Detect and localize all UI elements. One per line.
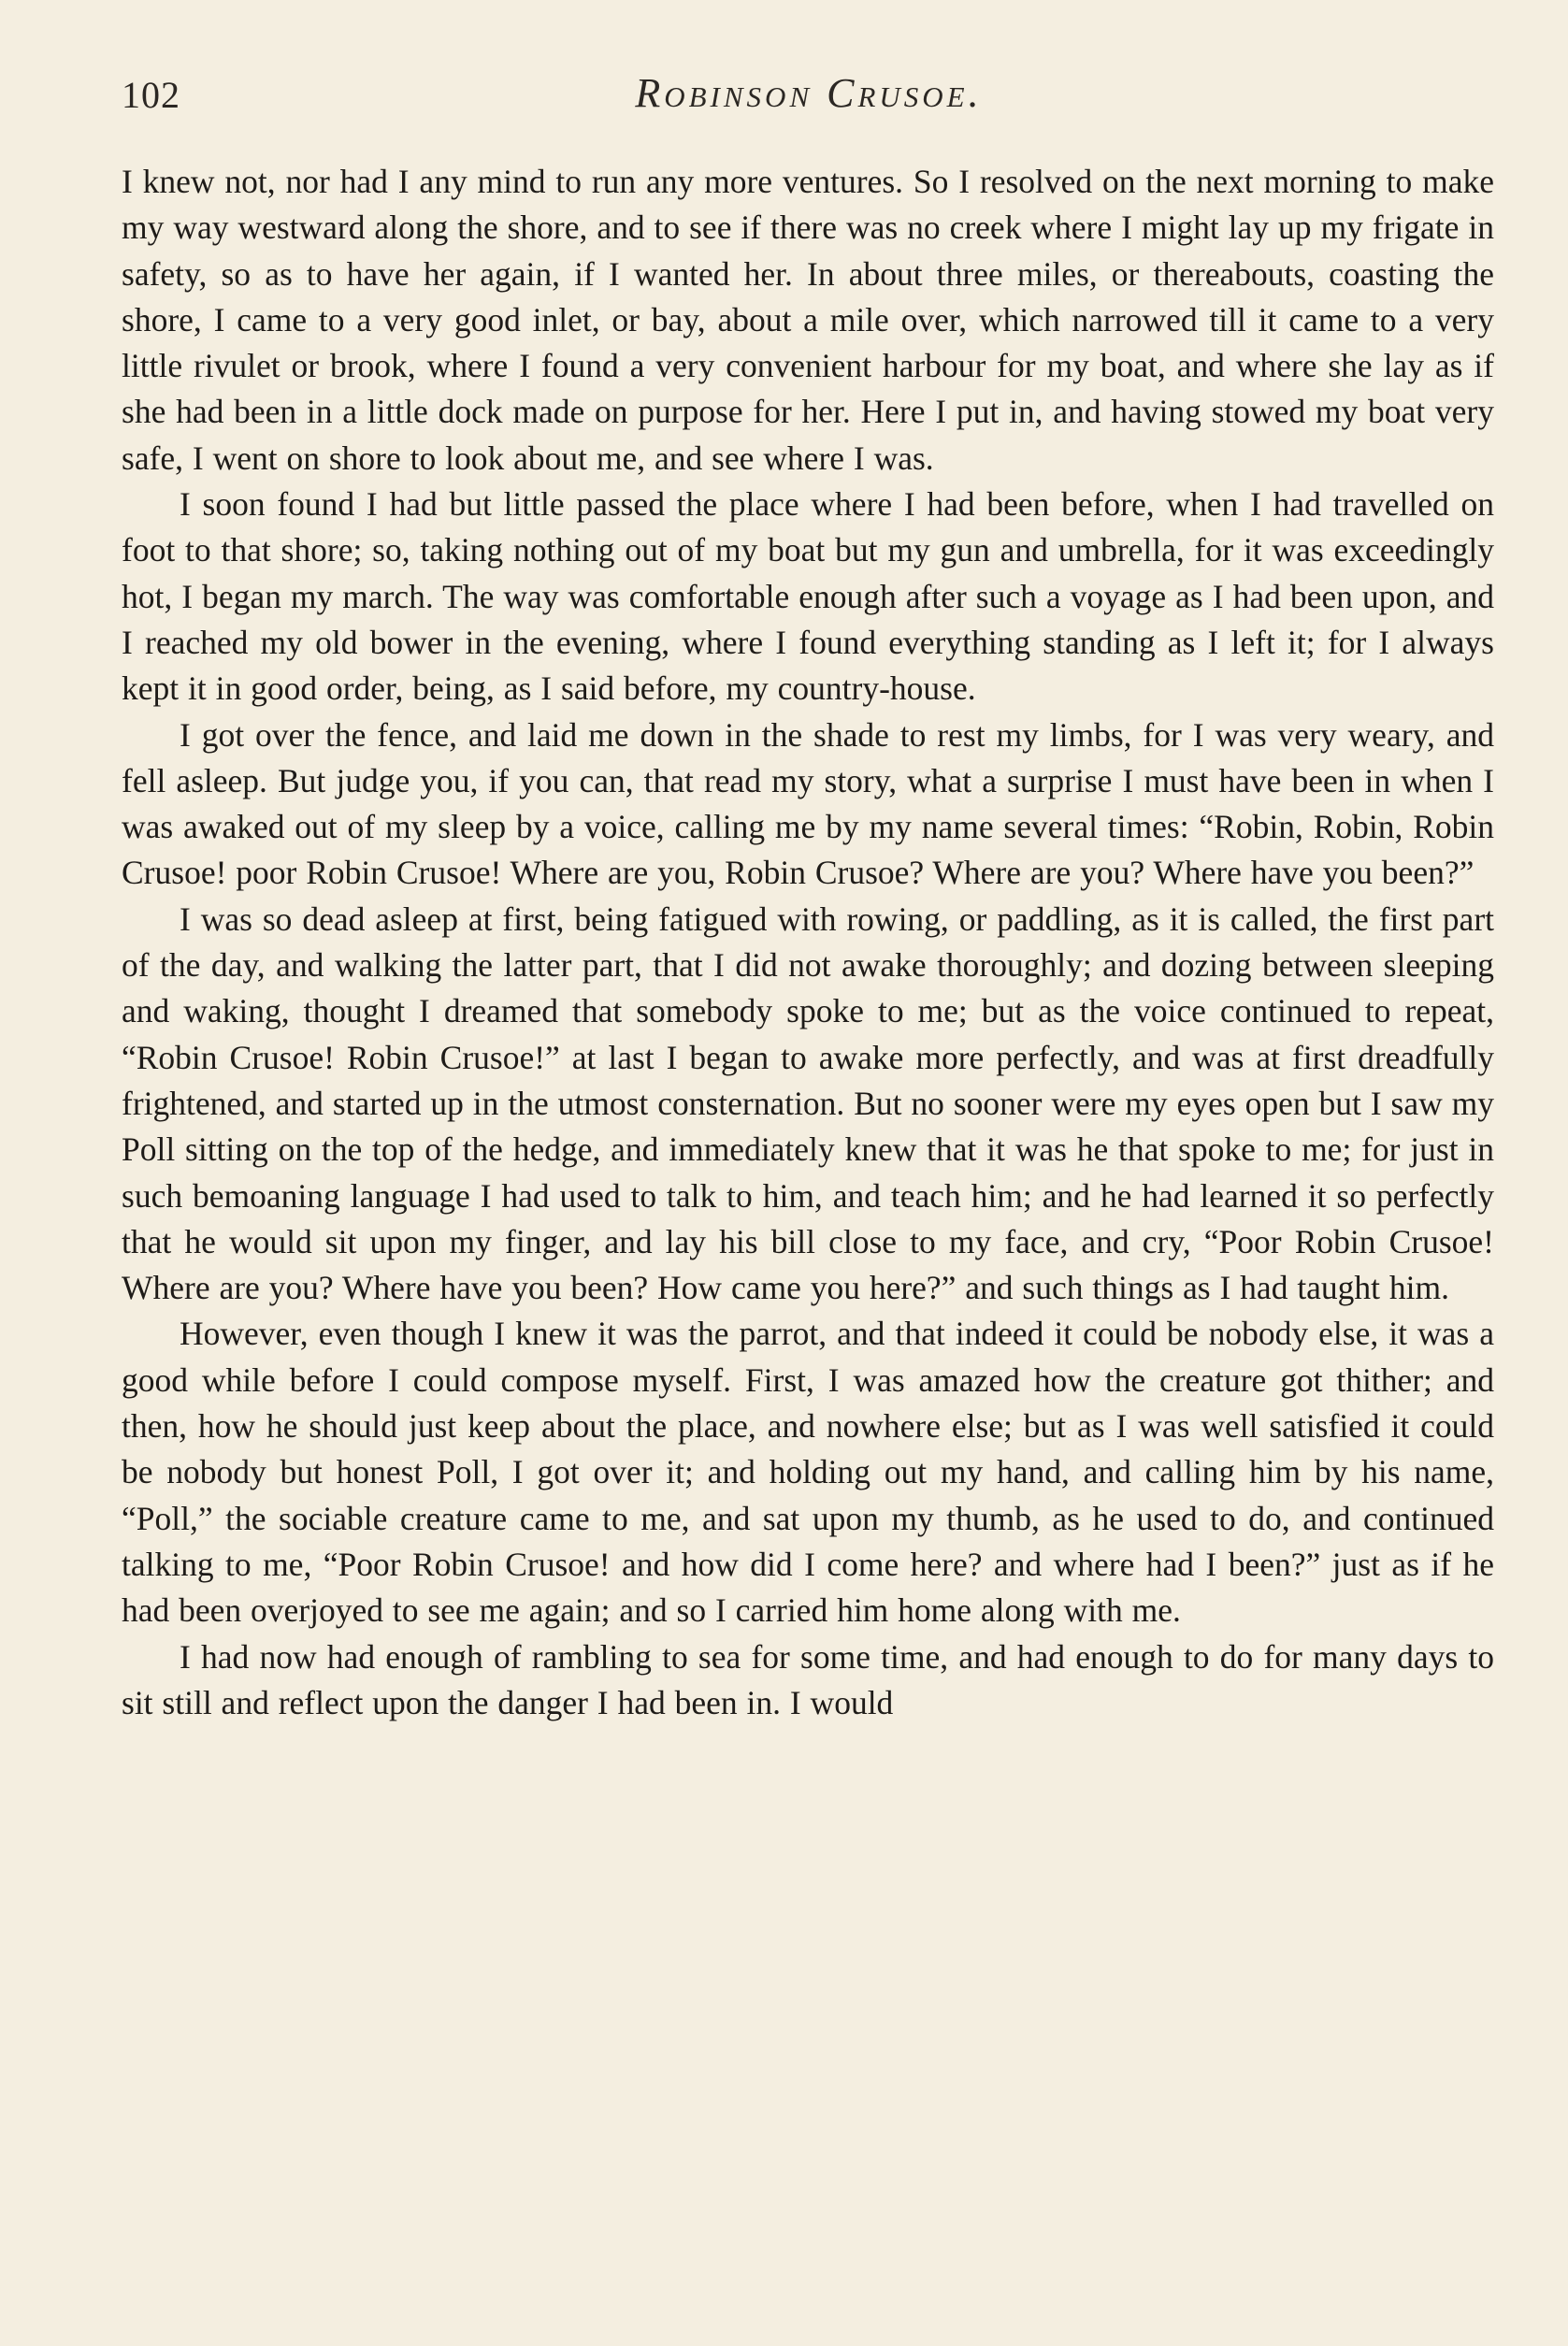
body-text <box>122 159 1494 1726</box>
paragraph: I got over the fence, and laid me down in the shade to rest my limbs, for I was very weary, and fell asleep. But judge you, if you can, that read my story, what a surprise I must have been in when I was awaked out of my sleep by a voice, calling me by my name several times: “Robin, Robin, Robin Crusoe! poor Robin Crusoe! Where are you, Robin Crusoe? Where are you? Where have you been?” <box>122 715 1494 892</box>
paragraph: I had now had enough of rambling to sea for some time, and had enough to do for many days to sit still and reflect upon the danger I had been in. I would <box>122 1637 1494 1721</box>
paragraph: I knew not, nor had I any mind to run any more ventures. So I resolved on the next morning to make my way westward along the shore, and to see if there was no creek where I might lay up my frigate in safety, so as to have her again, if I wanted her. In about three miles, or thereabouts, coasting the shore, I came to a very good inlet, or bay, about a mile over, which narrowed till it came to a very little rivulet or brook, where I found a very convenient harbour for my boat, and where she lay as if she had been in a little dock made on purpose for her. Here I put in, and having stowed my boat very safe, I went on shore to look about me, and see where I was. <box>122 163 1494 477</box>
running-head <box>122 65 1496 131</box>
paragraph: However, even though I knew it was the parrot, and that indeed it could be nobody else, it was a good while before I could compose myself. First, I was amazed how the creature got thither; and then, how he should just keep about the place, and nowhere else; but as I was well satisfied it could be nobody but honest Poll, I got over it; and holding out my hand, and calling him by his name, “Poll,” the sociable creature came to me, and sat upon my thumb, as he used to do, and continued talking to me, “Poor Robin Crusoe! and how did I come here? and where had I been?” just as if he had been overjoyed to see me again; and so I carried him home along with me. <box>122 1315 1494 1630</box>
paragraph: I was so dead asleep at first, being fatigued with rowing, or paddling, as it is called, the first part of the day, and walking the latter part, that I did not awake thoroughly; and dozing between sleeping and waking, thought I dreamed that somebody spoke to me; but as the voice continued to repeat, “Robin Crusoe! Robin Crusoe!” at last I began to awake more perfectly, and was at first dreadfully frightened, and started up in the utmost consternation. But no sooner were my eyes open but I saw my Poll sitting on the top of the hedge, and immediately knew that it was he that spoke to me; for just in such bemoaning language I had used to talk to him, and teach him; and he had learned it so perfectly that he would sit upon my finger, and lay his bill close to my face, and cry, “Poor Robin Crusoe! Where are you? Where have you been? How came you here?” and such things as I had taught him. <box>122 900 1494 1307</box>
book-title: Robinson Crusoe. <box>635 70 983 116</box>
page-number: 102 <box>122 74 180 116</box>
paragraph: I soon found I had but little passed the place where I had been before, when I had travelled on foot to that shore; so, taking nothing out of my boat but my gun and umbrella, for it was exceedingly hot, I began my march. The way was comfortable enough after such a voyage as I had been upon, and I reached my old bower in the evening, where I found everything standing as I left it; for I always kept it in good order, being, as I said before, my country-house. <box>122 485 1494 708</box>
